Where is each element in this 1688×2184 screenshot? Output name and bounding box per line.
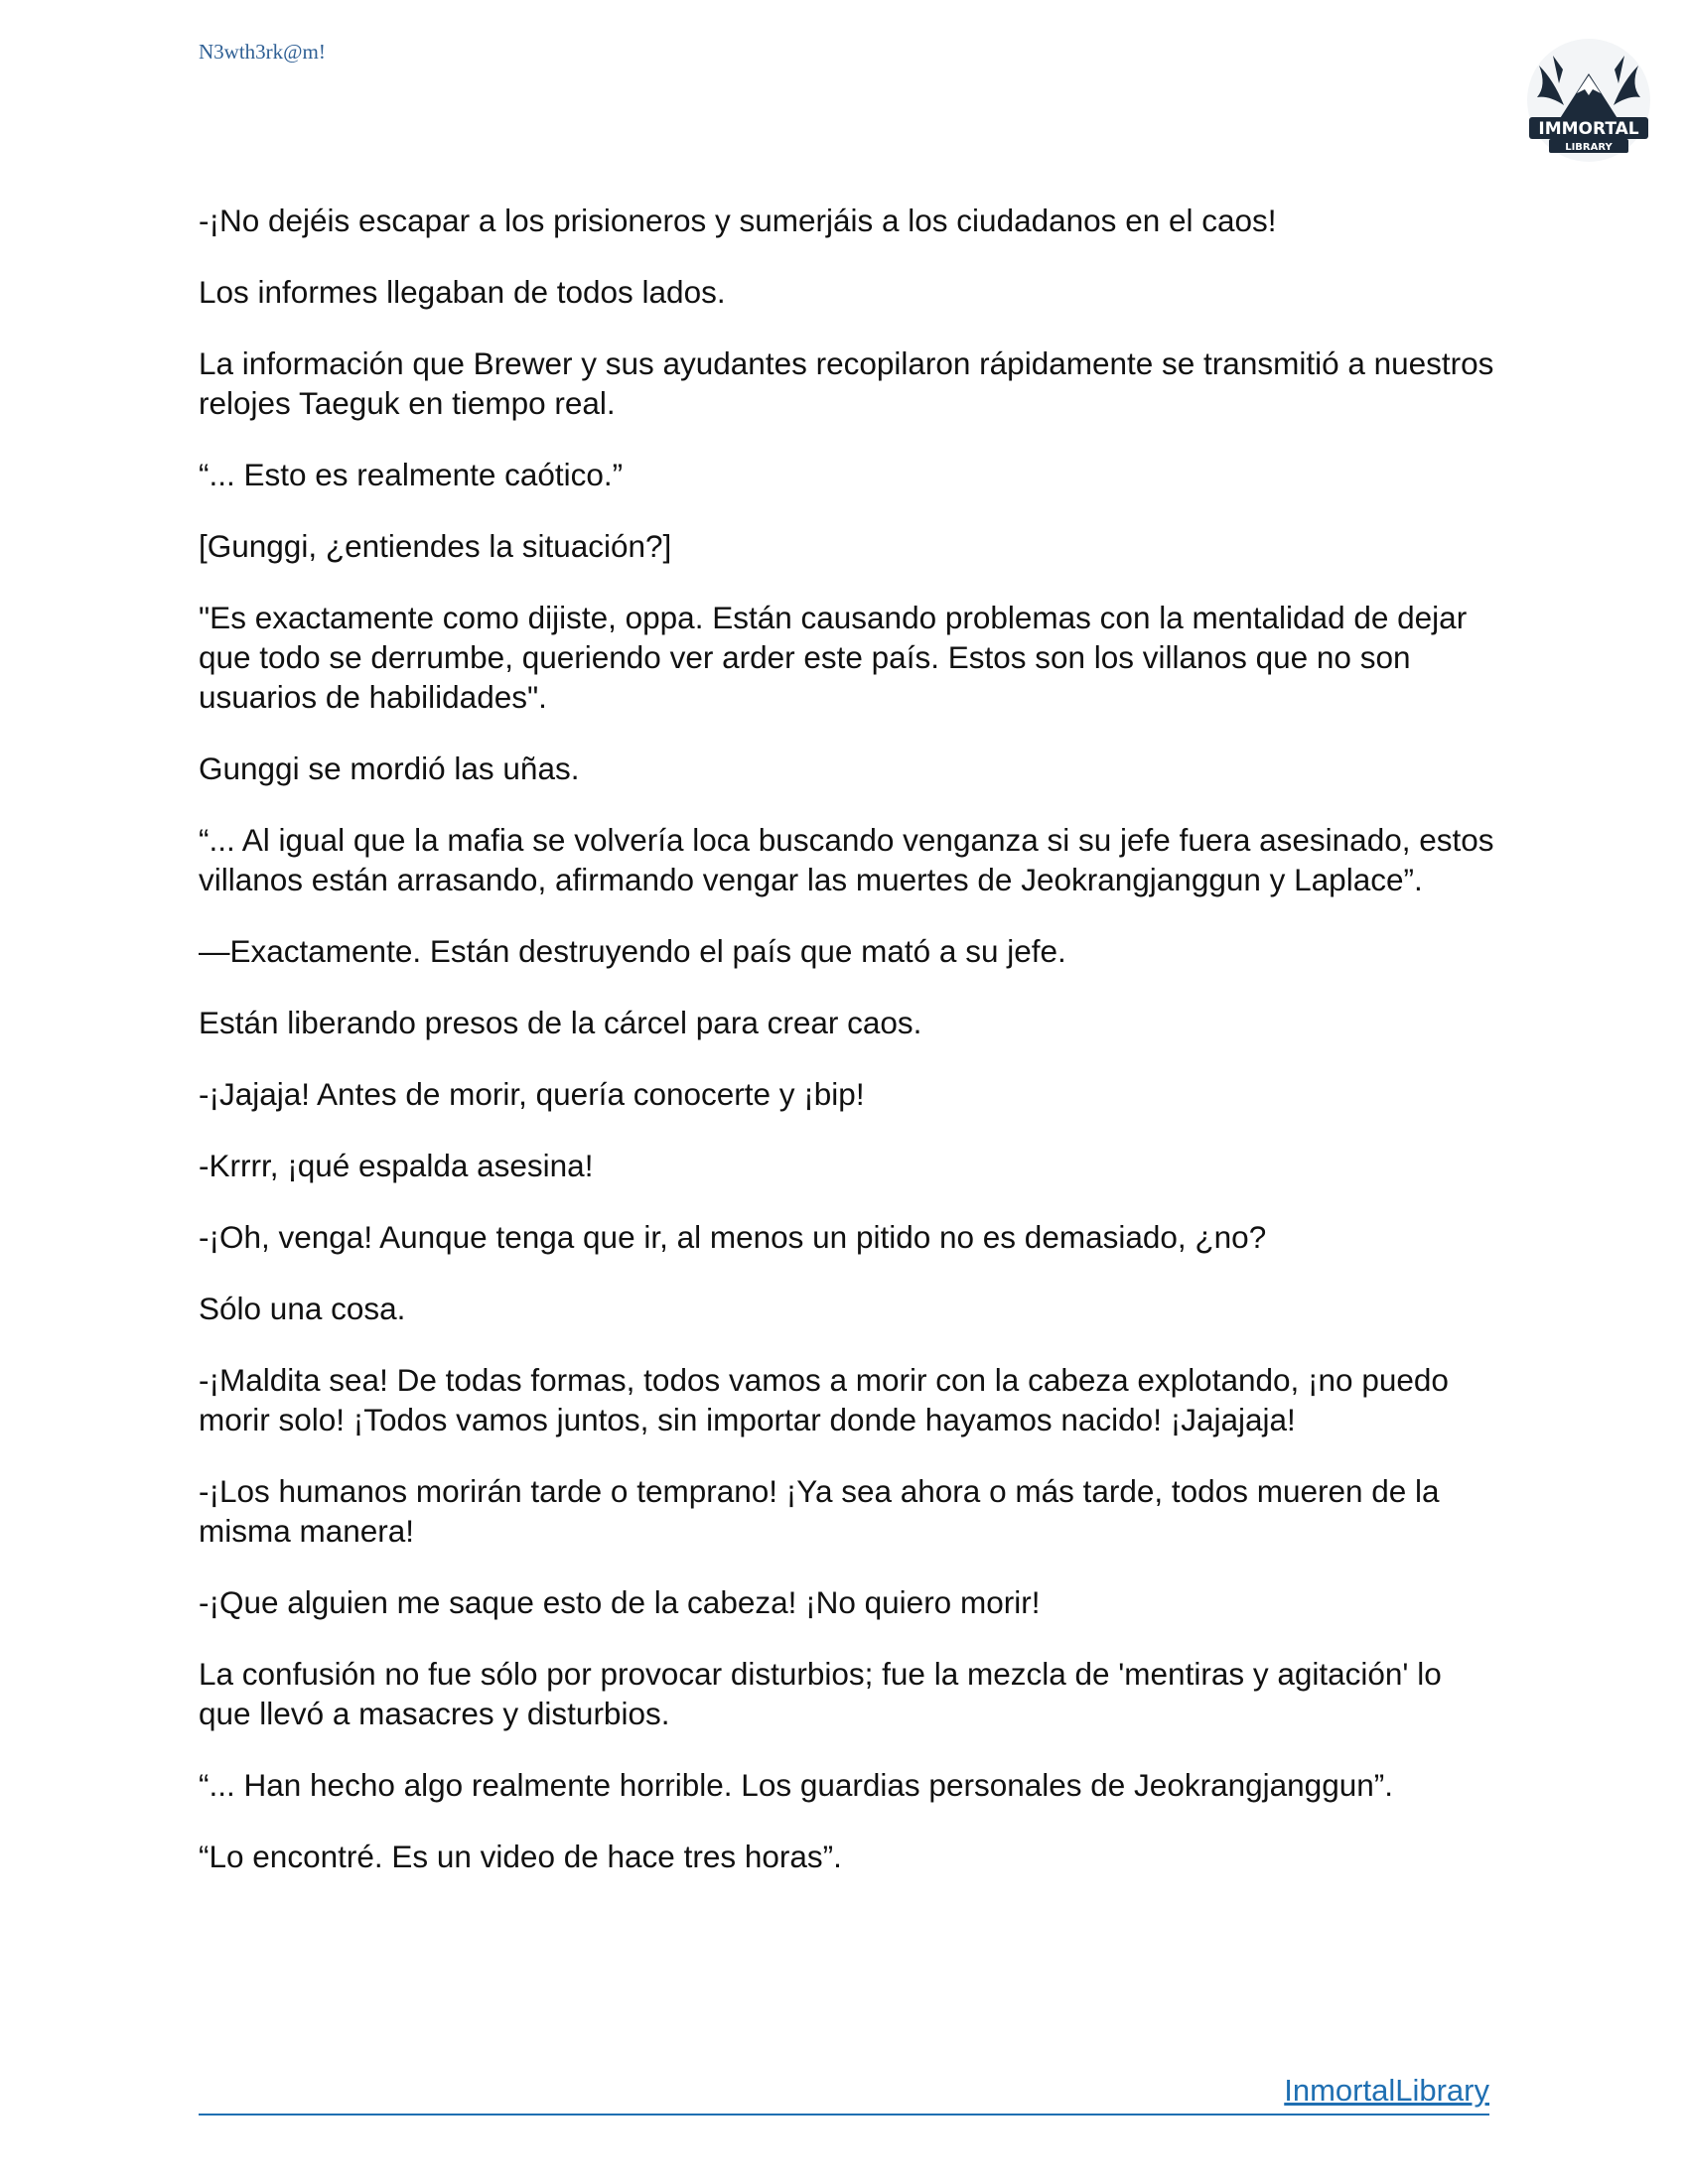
- paragraph: "Es exactamente como dijiste, oppa. Están causando problemas con la mentalidad de dejar que todo se derrumbe, queriendo ver arder este país. Estos son los villanos que no son usuarios de habilidades".: [199, 600, 1468, 715]
- paragraph: “Lo encontré. Es un video de hace tres horas”.: [199, 1839, 842, 1874]
- paragraph: -¡Maldita sea! De todas formas, todos vamos a morir con la cabeza explotando, ¡no puedo morir solo! ¡Todos vamos juntos, sin importar donde hayamos nacido! ¡Jajajaja!: [199, 1362, 1449, 1437]
- footer-link[interactable]: InmortalLibrary: [1284, 2073, 1489, 2108]
- paragraph: -¡No dejéis escapar a los prisioneros y sumerjáis a los ciudadanos en el caos!: [199, 203, 1277, 238]
- header-tag: N3wth3rk@m!: [199, 40, 326, 64]
- paragraph: -Krrrr, ¡qué espalda asesina!: [199, 1148, 594, 1183]
- paragraph: —Exactamente. Están destruyendo el país que mató a su jefe.: [199, 933, 1066, 969]
- document-body: [199, 201, 1499, 1908]
- paragraph: -¡Los humanos morirán tarde o temprano! ¡Ya sea ahora o más tarde, todos mueren de la misma manera!: [199, 1473, 1440, 1549]
- paragraph: La confusión no fue sólo por provocar disturbios; fue la mezcla de 'mentiras y agitación' lo que llevó a masacres y disturbios.: [199, 1656, 1442, 1731]
- paragraph: -¡Jajaja! Antes de morir, quería conocerte y ¡bip!: [199, 1076, 865, 1112]
- footer-divider: [199, 2114, 1489, 2116]
- paragraph: -¡Que alguien me saque esto de la cabeza! ¡No quiero morir!: [199, 1584, 1041, 1620]
- paragraph: [Gunggi, ¿entiendes la situación?]: [199, 528, 672, 564]
- paragraph: -¡Oh, venga! Aunque tenga que ir, al menos un pitido no es demasiado, ¿no?: [199, 1219, 1267, 1255]
- paragraph: “... Al igual que la mafia se volvería loca buscando venganza si su jefe fuera asesinado, estos villanos están arrasando, afirmando vengar las muertes de Jeokrangjanggun y Laplace”.: [199, 822, 1494, 897]
- logo-emblem-icon: [1519, 36, 1658, 165]
- paragraph: “... Han hecho algo realmente horrible. Los guardias personales de Jeokrangjanggun”.: [199, 1767, 1393, 1803]
- immortal-library-logo: [1519, 36, 1658, 165]
- logo-line2: LIBRARY: [1565, 142, 1613, 153]
- paragraph: Están liberando presos de la cárcel para crear caos.: [199, 1005, 922, 1040]
- paragraph: “... Esto es realmente caótico.”: [199, 457, 624, 492]
- paragraph: La información que Brewer y sus ayudantes recopilaron rápidamente se transmitió a nuestros relojes Taeguk en tiempo real.: [199, 345, 1494, 421]
- paragraph: Los informes llegaban de todos lados.: [199, 274, 726, 310]
- logo-line1: IMMORTAL: [1538, 119, 1639, 139]
- paragraph: Sólo una cosa.: [199, 1291, 406, 1326]
- paragraph: Gunggi se mordió las uñas.: [199, 751, 580, 786]
